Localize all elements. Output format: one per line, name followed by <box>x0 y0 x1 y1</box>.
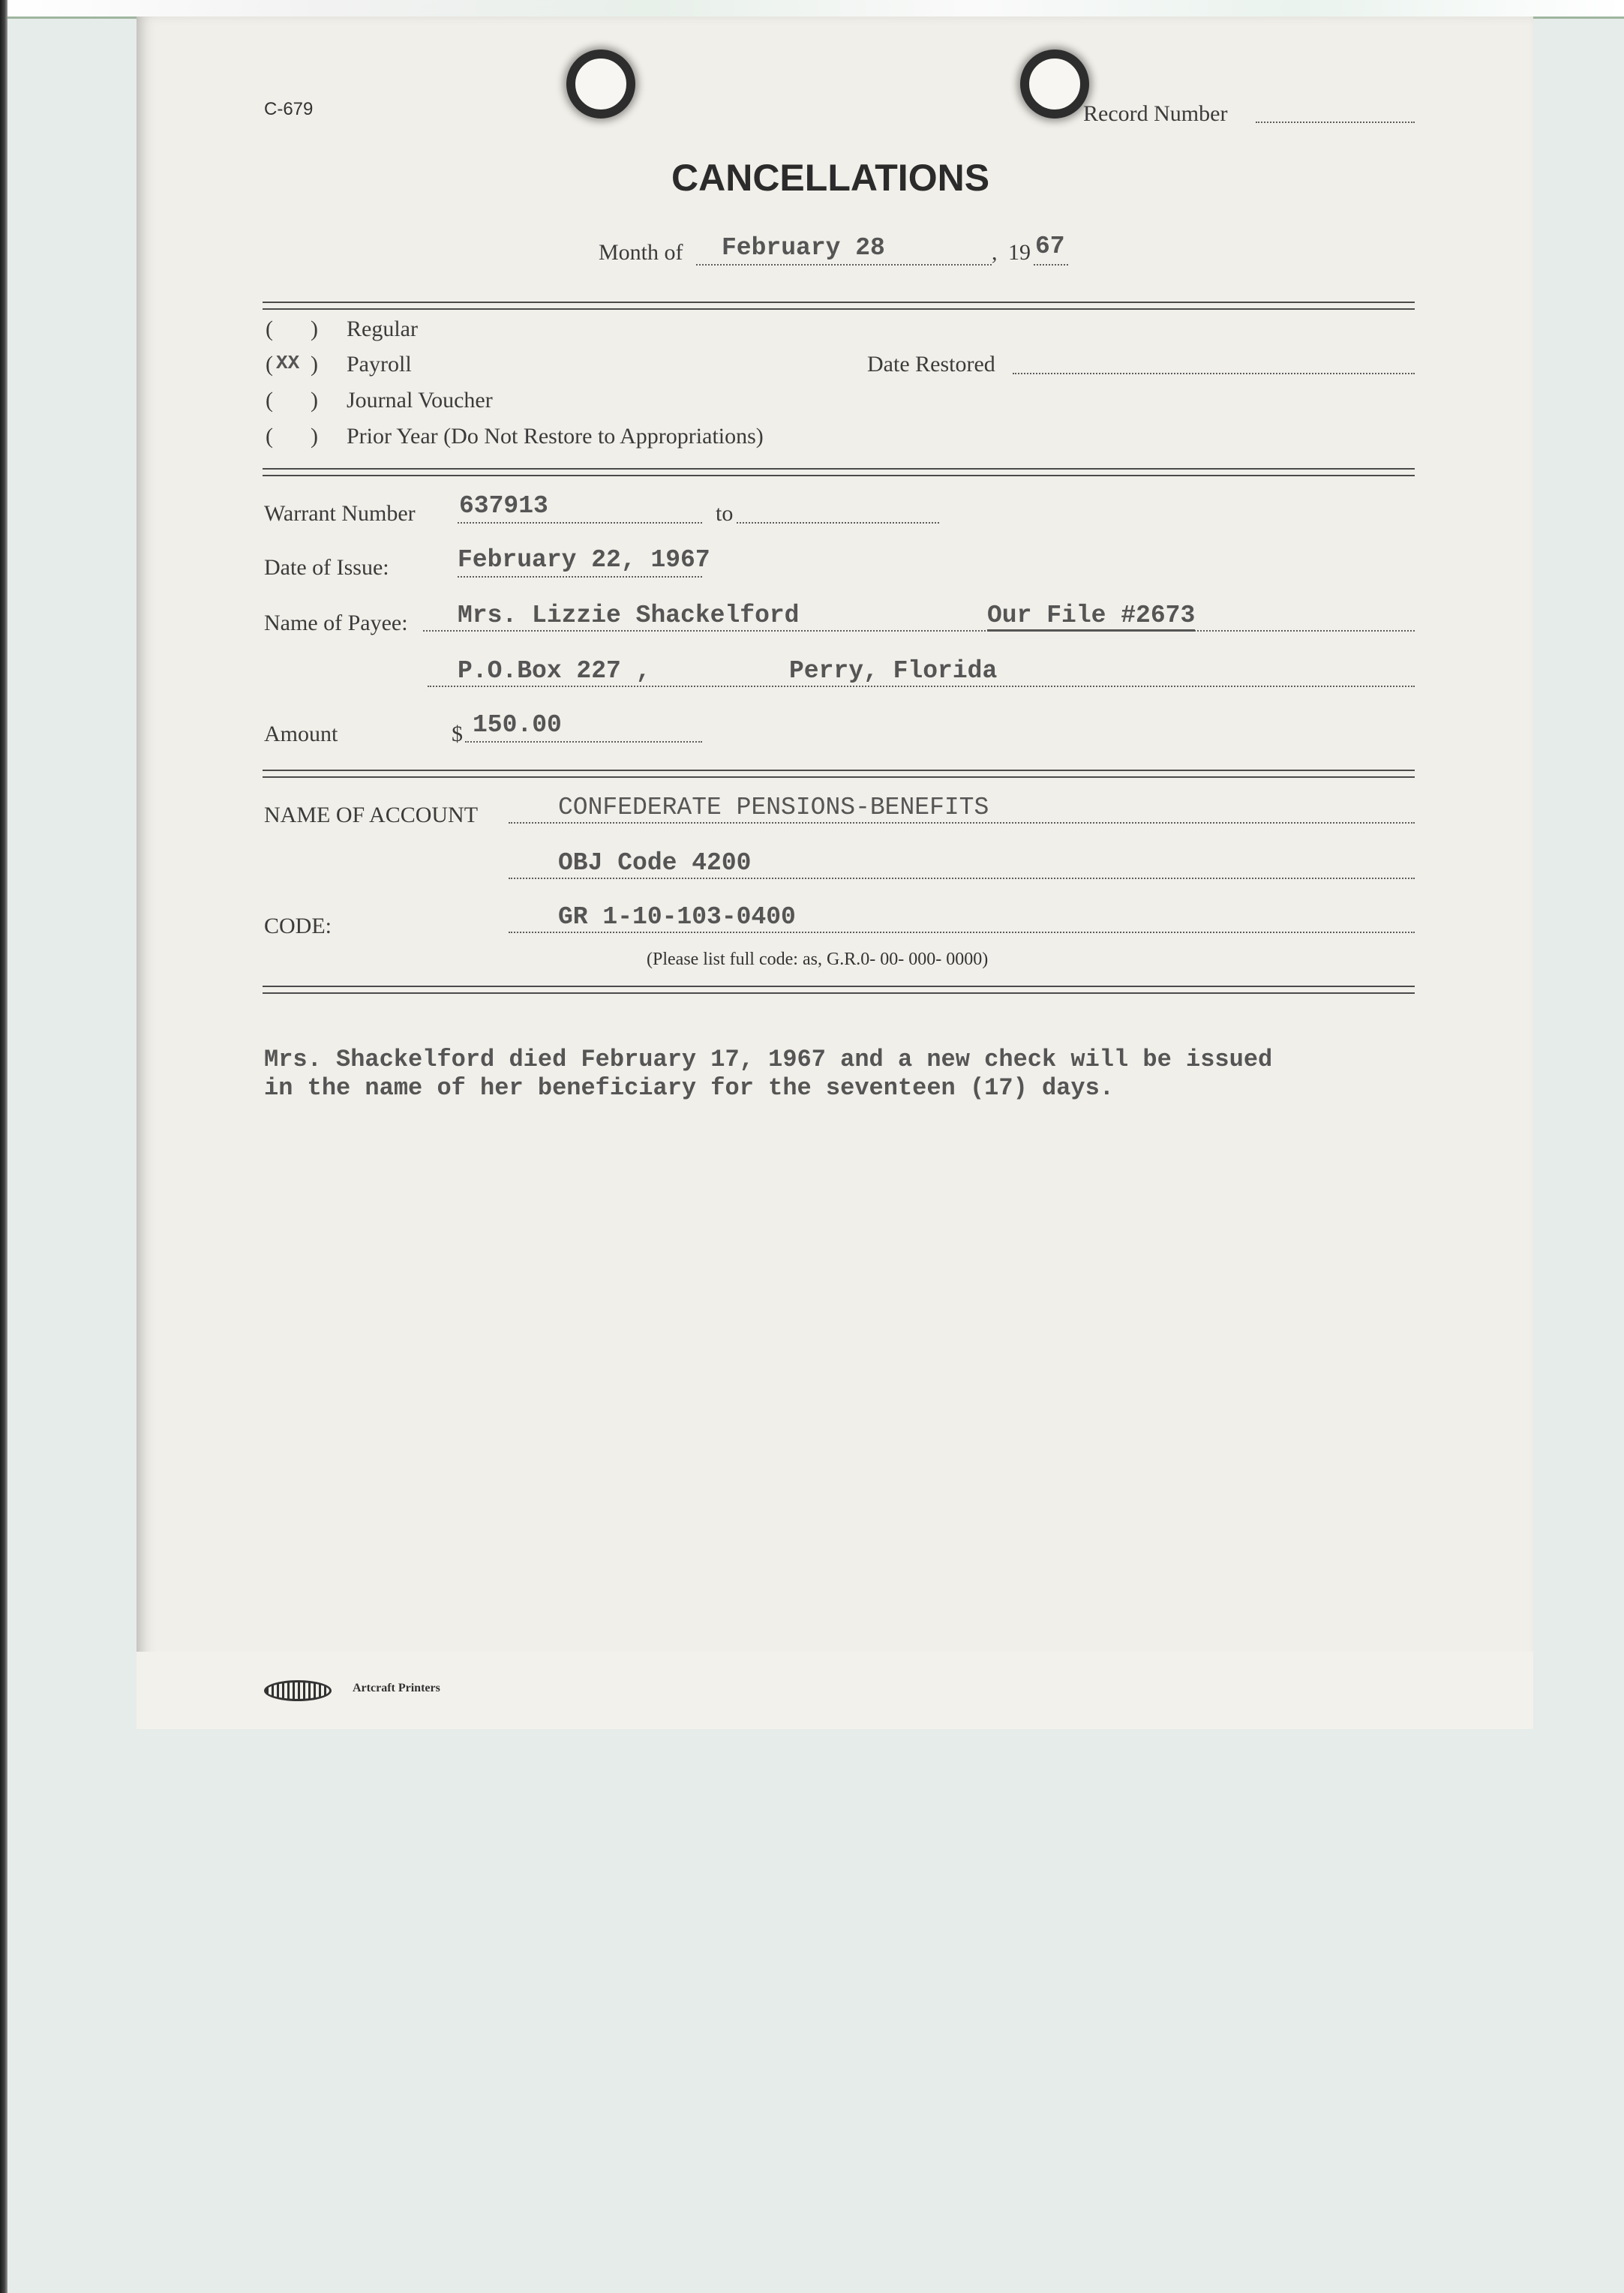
printer-name: Artcraft Printers <box>353 1682 440 1694</box>
code-label: CODE: <box>264 914 332 938</box>
amount-label: Amount <box>264 722 338 746</box>
code-hint: (Please list full code: as, G.R.0- 00- 000- 0000) <box>647 950 989 969</box>
divider-2 <box>263 468 1415 476</box>
remarks-line-2: in the name of her beneficiary for the seventeen (17) days. <box>264 1074 1114 1102</box>
amount-value: 150.00 <box>473 711 562 739</box>
record-number-field[interactable] <box>1256 122 1415 123</box>
type-label: Journal Voucher <box>347 388 493 413</box>
year-value: 67 <box>1035 233 1065 260</box>
account-name-label: NAME OF ACCOUNT <box>264 803 479 827</box>
warrant-to-field[interactable] <box>737 522 939 524</box>
divider-1 <box>263 302 1415 310</box>
warrant-number-field[interactable] <box>458 522 702 524</box>
amount-currency: $ <box>452 722 463 746</box>
type-label: Prior Year (Do Not Restore to Appropriations) <box>347 424 764 449</box>
binder-hole-right <box>1020 50 1089 119</box>
month-label: Month of <box>599 240 683 265</box>
type-label: Payroll <box>347 352 412 377</box>
divider-4 <box>263 986 1415 994</box>
year-field[interactable] <box>1034 264 1068 266</box>
warrant-to-label: to <box>716 501 734 526</box>
type-mark: XX <box>276 352 300 374</box>
year-comma: , <box>992 240 998 265</box>
binder-hole-left <box>566 50 635 119</box>
account-name-field[interactable] <box>509 822 1415 824</box>
date-of-issue-value: February 22, 1967 <box>458 546 710 574</box>
date-restored-field[interactable] <box>1013 373 1415 374</box>
sheet-footer <box>137 1652 1533 1729</box>
remarks-line-1: Mrs. Shackelford died February 17, 1967 and a new check will be issued <box>264 1046 1273 1073</box>
obj-code-field[interactable] <box>509 878 1415 879</box>
obj-code-value: OBJ Code 4200 <box>558 849 752 877</box>
record-number-label: Record Number <box>1083 101 1228 126</box>
date-of-issue-field[interactable] <box>458 576 702 578</box>
address-value: P.O.Box 227 , <box>458 657 651 685</box>
payee-label: Name of Payee: <box>264 611 408 635</box>
scan-left-edge <box>0 0 8 2293</box>
type-label: Regular <box>347 317 418 341</box>
account-name-value: CONFEDERATE PENSIONS-BENEFITS <box>558 794 989 821</box>
month-value: February 28 <box>722 234 885 262</box>
warrant-number-value: 637913 <box>459 492 548 520</box>
form-number: C-679 <box>264 99 314 119</box>
address-field[interactable] <box>428 686 1415 687</box>
payee-field[interactable] <box>423 630 1415 632</box>
payee-value: Mrs. Lizzie Shackelford <box>458 602 800 629</box>
form-sheet: C-679 Record Number CANCELLATIONS Month of February 28 , 19 67 ( ) Regular ( XX ) Payroll ( ) Journal Voucher ( ) Prior Year (Do Not Restore to Appropriations) Date Restored Warrant Number 637913 to Date of Issue: February 22, 1967 Name of Payee: Mrs. Lizzie Shackelford Our File #2673 P.O.Box 227 , Perry, Florida Amount $ 150.00 NAME OF ACCOUNT CONFEDERATE PENSIONS-BENEFITS OBJ Code 4200 CODE: GR 1-10-103-0400 (Please list full code: as, G.R.0- 00- 000- 0000) Mrs. Shackelford died February 17, 1967 and a new check will be issued in the name of her beneficiary for the seventeen (17) days. Artcraft Printers <box>137 17 1533 1729</box>
date-restored-label: Date Restored <box>867 352 995 377</box>
year-prefix: 19 <box>1008 240 1031 265</box>
page-title: CANCELLATIONS <box>671 157 990 199</box>
amount-field[interactable] <box>465 741 702 743</box>
divider-3 <box>263 770 1415 778</box>
printer-logo-icon <box>264 1680 332 1701</box>
month-field[interactable] <box>696 264 992 266</box>
city-value: Perry, Florida <box>789 657 998 685</box>
date-of-issue-label: Date of Issue: <box>264 555 389 580</box>
code-value: GR 1-10-103-0400 <box>558 903 796 931</box>
warrant-number-label: Warrant Number <box>264 501 416 526</box>
file-number-value: Our File #2673 <box>987 602 1195 632</box>
code-field[interactable] <box>509 932 1415 933</box>
